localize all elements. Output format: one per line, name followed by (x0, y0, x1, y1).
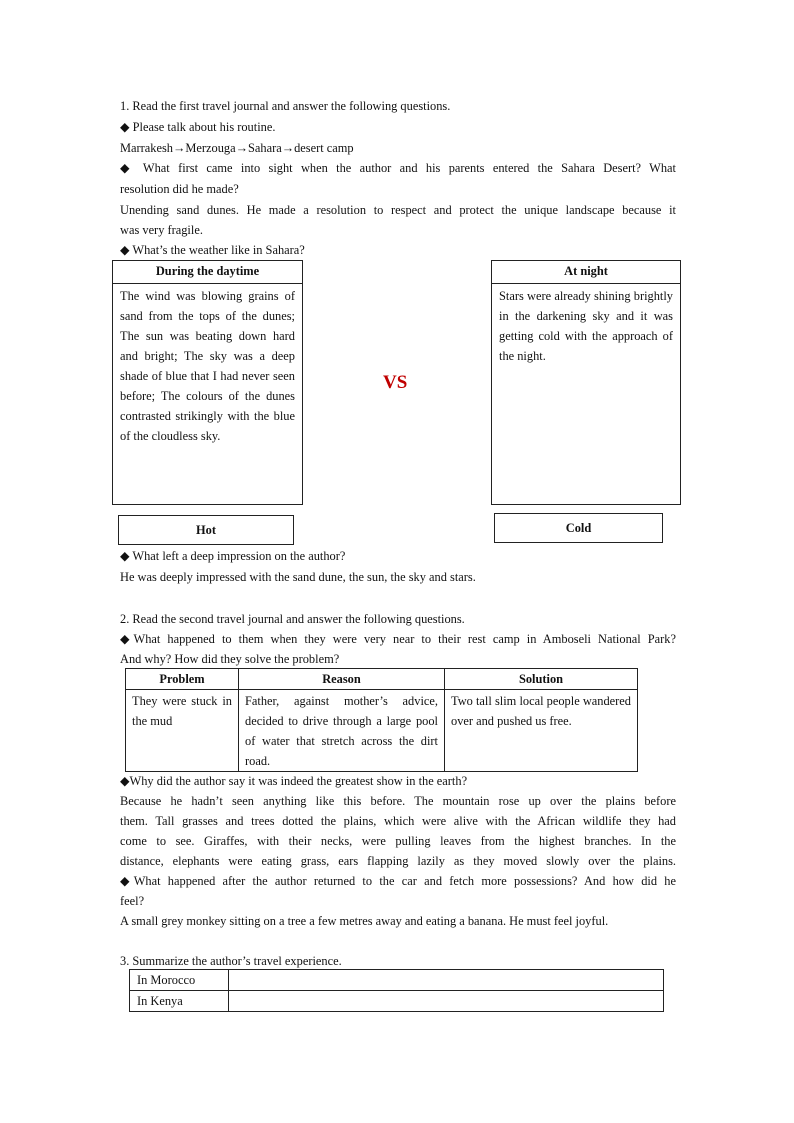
question-first-sight-line2: resolution did he made? (120, 182, 239, 196)
table-header-reason: Reason (239, 669, 445, 690)
table-row (130, 970, 664, 991)
answer-greatest-show-line1: Because he hadn’t seen anything like this before. The mountain rose up over the plains before (120, 794, 676, 808)
night-text: Stars were already shining brightly in the darkening sky and it was getting cold with the approach of the night. (499, 289, 673, 363)
question-greatest-show: ◆Why did the author say it was indeed the greatest show in the earth? (120, 774, 468, 788)
daytime-box (112, 260, 303, 505)
question-first-sight-line1: ◆ What first came into sight when the author and his parents entered the Sahara Desert? What (120, 161, 676, 175)
table-cell-problem: They were stuck in the mud (126, 690, 239, 772)
night-box (491, 260, 681, 505)
table-header-solution: Solution (445, 669, 638, 690)
question-impression: ◆ What left a deep impression on the author? (120, 549, 346, 563)
night-title: At night (492, 261, 680, 284)
summary-row-label: In Kenya (130, 991, 229, 1012)
vs-label: VS (383, 372, 408, 393)
answer-routine: Marrakesh→Merzouga→Sahara→desert camp (120, 141, 354, 155)
table-cell-solution: Two tall slim local people wandered over and pushed us free. (445, 690, 638, 772)
question-problem-line2: And why? How did they solve the problem? (120, 652, 340, 666)
question-weather: ◆ What’s the weather like in Sahara? (120, 243, 305, 257)
table-row (126, 690, 638, 772)
section3-heading: 3. Summarize the author’s travel experience. (120, 954, 342, 968)
problem-table (125, 668, 638, 772)
table-header-problem: Problem (126, 669, 239, 690)
answer-greatest-show-line4: distance, elephants were eating grass, ears flapping lazily as they moved slowly over the plains. (120, 854, 676, 868)
summary-row-label: In Morocco (130, 970, 229, 991)
section2-heading: 2. Read the second travel journal and answer the following questions. (120, 612, 465, 626)
cold-label: Cold (494, 513, 663, 543)
hot-label: Hot (118, 515, 294, 545)
summary-answer-cell[interactable] (229, 970, 664, 991)
table-cell-reason: Father, against mother’s advice, decided to drive through a large pool of water that stretch across the dirt road. (239, 690, 445, 772)
question-routine: ◆ Please talk about his routine. (120, 120, 276, 134)
summary-table (129, 969, 664, 1012)
answer-greatest-show-line2: them. Tall grasses and trees dotted the plains, which were alive with the African wildlife they had (120, 814, 676, 828)
answer-first-sight-line2: was very fragile. (120, 223, 203, 237)
table-header-row (126, 669, 638, 690)
daytime-text: The wind was blowing grains of sand from the tops of the dunes; The sun was beating down hard and bright; The sky was a deep shade of blue that I had never seen before; The colours of the dunes contrasted strikingly with the blue of the cloudless sky. (120, 289, 295, 443)
summary-answer-cell[interactable] (229, 991, 664, 1012)
answer-greatest-show-line3: come to see. Giraffes, with their necks, were pulling leaves from the highest branches. In the (120, 834, 676, 848)
answer-first-sight-line1: Unending sand dunes. He made a resolution to respect and protect the unique landscape because it (120, 203, 676, 217)
answer-impression: He was deeply impressed with the sand dune, the sun, the sky and stars. (120, 570, 476, 584)
question-monkey-line1: ◆What happened after the author returned to the car and fetch more possessions? And how did he (120, 874, 676, 888)
daytime-title: During the daytime (113, 261, 302, 284)
section1-heading: 1. Read the first travel journal and answer the following questions. (120, 99, 451, 113)
table-row (130, 991, 664, 1012)
question-problem-line1: ◆What happened to them when they were very near to their rest camp in Amboseli National Park? (120, 632, 676, 646)
question-monkey-line2: feel? (120, 894, 145, 908)
answer-monkey: A small grey monkey sitting on a tree a few metres away and eating a banana. He must feel joyful. (120, 914, 609, 928)
